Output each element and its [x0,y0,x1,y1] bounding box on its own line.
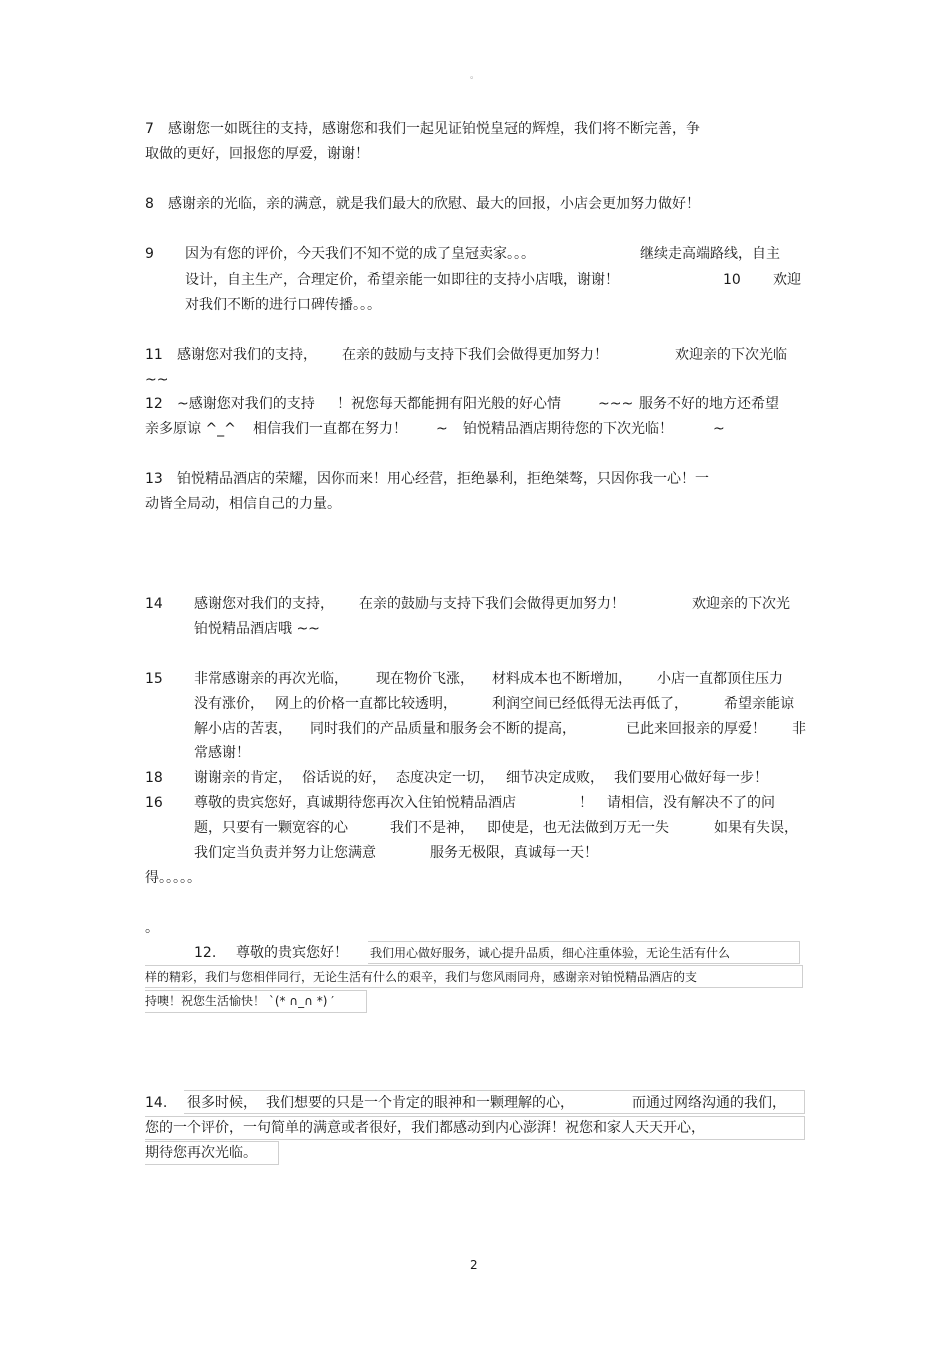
item-15-part-c: 材料成本也不断增加， [492,671,632,687]
item-11-part-b: 在亲的鼓励与支持下我们会做得更加努力！ [342,347,608,363]
item-9-line2-b: 欢迎 [773,272,801,288]
item-7-number: 7 [145,121,154,137]
item-15-part-h: 希望亲能谅 [724,696,794,712]
item-12-part-g: ~ [436,421,448,437]
item-13-number: 13 [145,471,163,487]
item-7-line1: 感谢您一如既往的支持，感谢您和我们一起见证铂悦皇冠的辉煌，我们将不断完善，争 [168,121,700,137]
item-15-part-i: 解小店的苦衷， [194,721,292,737]
item-14b-line3: 期待您再次光临。 [145,1145,257,1161]
item-12b-line2: 样的精彩，我们与您相伴同行，无论生活有什么的艰辛，我们与您风雨同舟，感谢亲对铂悦精品酒店的支 [145,970,698,984]
item-14-part-a: 感谢您对我们的支持， [194,596,334,612]
item-18-part-a: 谢谢亲的肯定， [194,770,292,786]
item-12b-line3: 持噢！祝您生活愉快！ `(* ∩_∩ *) ′ [145,994,334,1008]
item-16-part-f: 即使是，也无法做到万无一失 [487,820,669,836]
item-16-tail: 得。。。。。 [145,870,201,886]
item-12-part-h: 铂悦精品酒店期待您的下次光临！ [463,421,673,437]
item-18-part-d: 细节决定成败， [506,770,604,786]
item-12b-part-b: 我们用心做好服务，诚心提升品质，细心注重体验，无论生活有什么 [370,946,731,960]
item-15-part-g: 利润空间已经低得无法再低了， [492,696,688,712]
item-14-line2: 铂悦精品酒店哦 ~~ [194,621,320,637]
item-16-part-h: 我们定当负责并努力让您满意 [194,845,376,861]
item-11-part-a: 感谢您对我们的支持， [177,347,317,363]
item-18-part-e: 我们要用心做好每一步！ [614,770,768,786]
item-12-number: 12 [145,396,163,412]
item-11-number: 11 [145,347,163,363]
item-15-part-k: 已此来回报亲的厚爱！ [626,721,766,737]
item-13-line2: 动皆全局动，相信自己的力量。 [145,496,341,512]
item-13-line1: 铂悦精品酒店的荣耀，因你而来！用心经营，拒绝暴利，拒绝桀骜，只因你我一心！一 [177,471,709,487]
item-16-part-e: 我们不是神， [390,820,474,836]
item-9-line2-a: 设计，自主生产，合理定价，希望亲能一如即往的支持小店哦，谢谢！ [185,272,619,288]
item-8-line1: 感谢亲的光临，亲的满意，就是我们最大的欣慰、最大的回报，小店会更加努力做好！ [168,196,700,212]
item-12b-part-a: 尊敬的贵宾您好！ [236,945,348,961]
item-15-part-f: 网上的价格一直都比较透明， [275,696,457,712]
item-12-part-f: 相信我们一直都在努力！ [253,421,407,437]
item-16-part-b: ！ [579,795,593,811]
item-9-line3: 对我们不断的进行口碑传播。。。 [185,297,381,313]
item-14-part-b: 在亲的鼓励与支持下我们会做得更加努力！ [359,596,625,612]
item-12-part-d: 服务不好的地方还希望 [639,396,779,412]
item-15-part-n: 常感谢！ [194,745,250,761]
item-8-number: 8 [145,196,154,212]
item-12b-number: 12. [194,945,217,961]
item-15-number: 15 [145,671,163,687]
item-9-line1-a: 因为有您的评价，今天我们不知不觉的成了皇冠卖家。。。 [185,246,535,262]
item-16-number: 16 [145,795,163,811]
item-9-line1-b: 继续走高端路线，自主 [640,246,780,262]
item-14b-part-c: 而通过网络沟通的我们， [632,1095,786,1111]
item-14-part-c: 欢迎亲的下次光 [692,596,790,612]
item-12-part-e: 亲多原谅 ^_^ [145,421,236,437]
item-18-part-c: 态度决定一切， [396,770,494,786]
item-15-part-d: 小店一直都顶住压力 [657,671,783,687]
item-11-line2: ~~ [145,372,169,388]
item-11-part-c: 欢迎亲的下次光临 [675,347,787,363]
item-18-part-b: 俗话说的好， [302,770,386,786]
item-15-part-m: 非 [792,721,806,737]
item-16-part-d: 题，只要有一颗宽容的心 [194,820,348,836]
item-10-number: 10 [723,272,741,288]
item-15-part-a: 非常感谢亲的再次光临， [194,671,348,687]
item-14-number: 14 [145,596,163,612]
item-16-tail2: 。 [145,920,159,936]
item-12-part-b: ！祝您每天都能拥有阳光般的好心情 [337,396,561,412]
item-15-part-b: 现在物价飞涨， [376,671,474,687]
item-14b-part-a: 很多时候， [187,1095,257,1111]
item-12-part-a: ~感谢您对我们的支持 [177,396,315,412]
top-dot: 。 [470,71,480,81]
item-16-part-i: 服务无极限，真诚每一天！ [430,845,598,861]
item-15-part-j: 同时我们的产品质量和服务会不断的提高， [310,721,576,737]
item-16-part-c: 请相信，没有解决不了的问 [607,795,775,811]
item-9-number: 9 [145,246,154,262]
item-14b-part-b: 我们想要的只是一个肯定的眼神和一颗理解的心， [266,1095,574,1111]
item-16-part-g: 如果有失误， [714,820,798,836]
item-16-part-a: 尊敬的贵宾您好，真诚期待您再次入住铂悦精品酒店 [194,795,516,811]
item-15-part-e: 没有涨价， [194,696,264,712]
item-14b-line2: 您的一个评价，一句简单的满意或者很好，我们都感动到内心澎湃！祝您和家人天天开心， [145,1120,705,1136]
item-12-part-c: ~~~ [598,396,634,412]
item-18-number: 18 [145,770,163,786]
item-7-line2: 取做的更好，回报您的厚爱，谢谢！ [145,146,369,162]
page-number: 2 [470,1258,478,1272]
item-14b-number: 14. [145,1095,168,1111]
item-12-part-i: ~ [713,421,725,437]
